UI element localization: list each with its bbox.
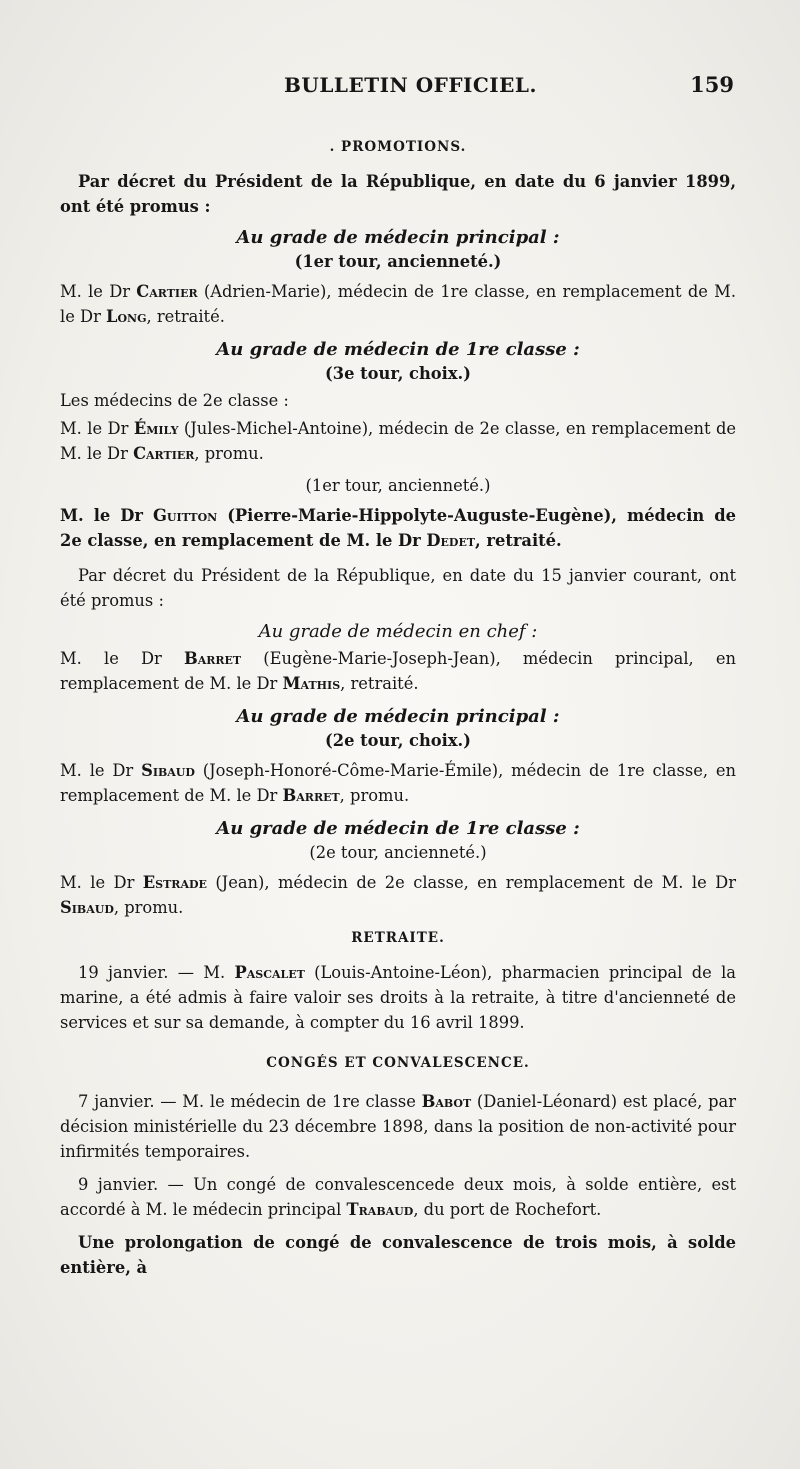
section-heading-retraite: RETRAITE. [351,930,445,946]
entry-text: 7 janvier. — M. le médecin de 1re classe [78,1092,422,1111]
person-name: Sibaud [141,761,195,780]
section-heading-conges: CONGÉS ET CONVALESCENCE. [266,1055,530,1071]
conges-paragraph-3: Une prolongation de congé de convalescence de trois mois, à solde entière, à [60,1233,736,1277]
entry-text: M. le Dr [60,419,134,438]
entry-text: (Adrien-Marie), médecin de 1re classe, en remplacement de M. le Dr [60,282,736,326]
promotion-entry-estrade [60,870,736,920]
grade-heading-medecin-en-chef: Au grade de médecin en chef : [258,621,538,642]
promotion-entry-sibaud [60,758,736,808]
section-heading-promotions: . PROMOTIONS. [329,139,467,155]
entry-text: (Daniel-Léonard) est placé, par décision ministérielle du 23 décembre 1898, dans la position de non-activité pour infirmités temporaires. [60,1092,737,1161]
person-name: Cartier [136,282,198,301]
entry-text: , promu. [113,898,184,917]
entry-text: , promu. [194,444,264,463]
tour-line-3: (1er tour, ancienneté.) [305,476,491,495]
person-name: Sibaud [60,898,114,917]
entry-text: 19 janvier. — M. [78,963,235,982]
entry-text: (Pierre-Marie-Hippolyte-Auguste-Eugène), médecin de 2e classe, en remplacement de M. le Dr [60,506,736,550]
entry-text: M. le Dr [60,649,184,668]
person-name: Trabaud [346,1200,414,1219]
promotion-entry-cartier [60,279,736,329]
entry-text: (Eugène-Marie-Joseph-Jean), médecin principal, en remplacement de M. le Dr [60,649,736,693]
tour-line-4: (2e tour, choix.) [325,731,471,750]
person-name: Babot [421,1092,472,1111]
entry-text: M. le Dr [60,282,137,301]
grade-heading-medecin-1re-classe-2: Au grade de médecin de 1re classe : [216,818,580,839]
grade-heading-medecin-principal-2: Au grade de médecin principal : [236,706,560,727]
person-name: Estrade [142,873,207,892]
entry-text: (Jean), médecin de 2e classe, en remplacement de M. le Dr [206,873,736,892]
person-name: Pascalet [234,963,305,982]
running-title: BULLETIN OFFICIEL. [284,73,537,97]
promotion-entry-barret [60,646,736,696]
entry-text: M. le Dr [60,761,142,780]
entry-text: M. le Dr [60,506,153,525]
page-number: 159 [690,72,734,97]
person-name: Barret [282,786,340,805]
entry-text: (Jules-Michel-Antoine), médecin de 2e classe, en remplacement de M. le Dr [60,419,736,463]
person-name: Mathis [282,674,341,693]
entry-text: , retraité. [146,307,225,326]
promotion-entry-emily [60,416,736,466]
medecins-line: Les médecins de 2e classe : [60,391,289,410]
tour-line-1: (1er tour, ancienneté.) [294,252,502,271]
grade-heading-medecin-1re-classe: Au grade de médecin de 1re classe : [216,339,580,360]
entry-text: (Joseph-Honoré-Côme-Marie-Émile), médecin de 1re classe, en remplacement de M. le Dr [60,761,736,805]
page-header [60,72,736,97]
decree-paragraph-1: Par décret du Président de la République, en date du 6 janvier 1899, ont été promus : [60,172,736,216]
entry-text: , retraité. [340,674,419,693]
conges-paragraph-1 [60,1089,736,1164]
promotion-entry-guitton [60,503,736,553]
person-name: Barret [183,649,242,668]
tour-line-2: (3e tour, choix.) [325,364,471,383]
entry-text: , promu. [339,786,410,805]
decree-paragraph-2: Par décret du Président de la République, en date du 15 janvier courant, ont été promus : [60,566,736,610]
person-name: Cartier [133,444,195,463]
conges-paragraph-2 [60,1172,736,1222]
person-name: Long [106,307,147,326]
person-name: Dedet [426,531,476,550]
entry-text: (Louis-Antoine-Léon), pharmacien principal de la marine, a été admis à faire valoir ses droits à la retraite, à titre d'ancienneté de services et sur sa demande, à compter du 16 avril 1899. [60,963,737,1032]
grade-heading-medecin-principal: Au grade de médecin principal : [236,227,560,248]
person-name: Guitton [152,506,218,525]
entry-text: , retraité. [475,531,562,550]
entry-text: 9 janvier. — Un congé de convalescencede deux mois, à solde entière, est accordé à M. le médecin principal [60,1175,736,1219]
entry-text: , du port de Rochefort. [413,1200,602,1219]
person-name: Émily [133,419,179,438]
retraite-paragraph [60,960,736,1035]
entry-text: M. le Dr [60,873,143,892]
tour-line-5: (2e tour, ancienneté.) [309,843,487,862]
